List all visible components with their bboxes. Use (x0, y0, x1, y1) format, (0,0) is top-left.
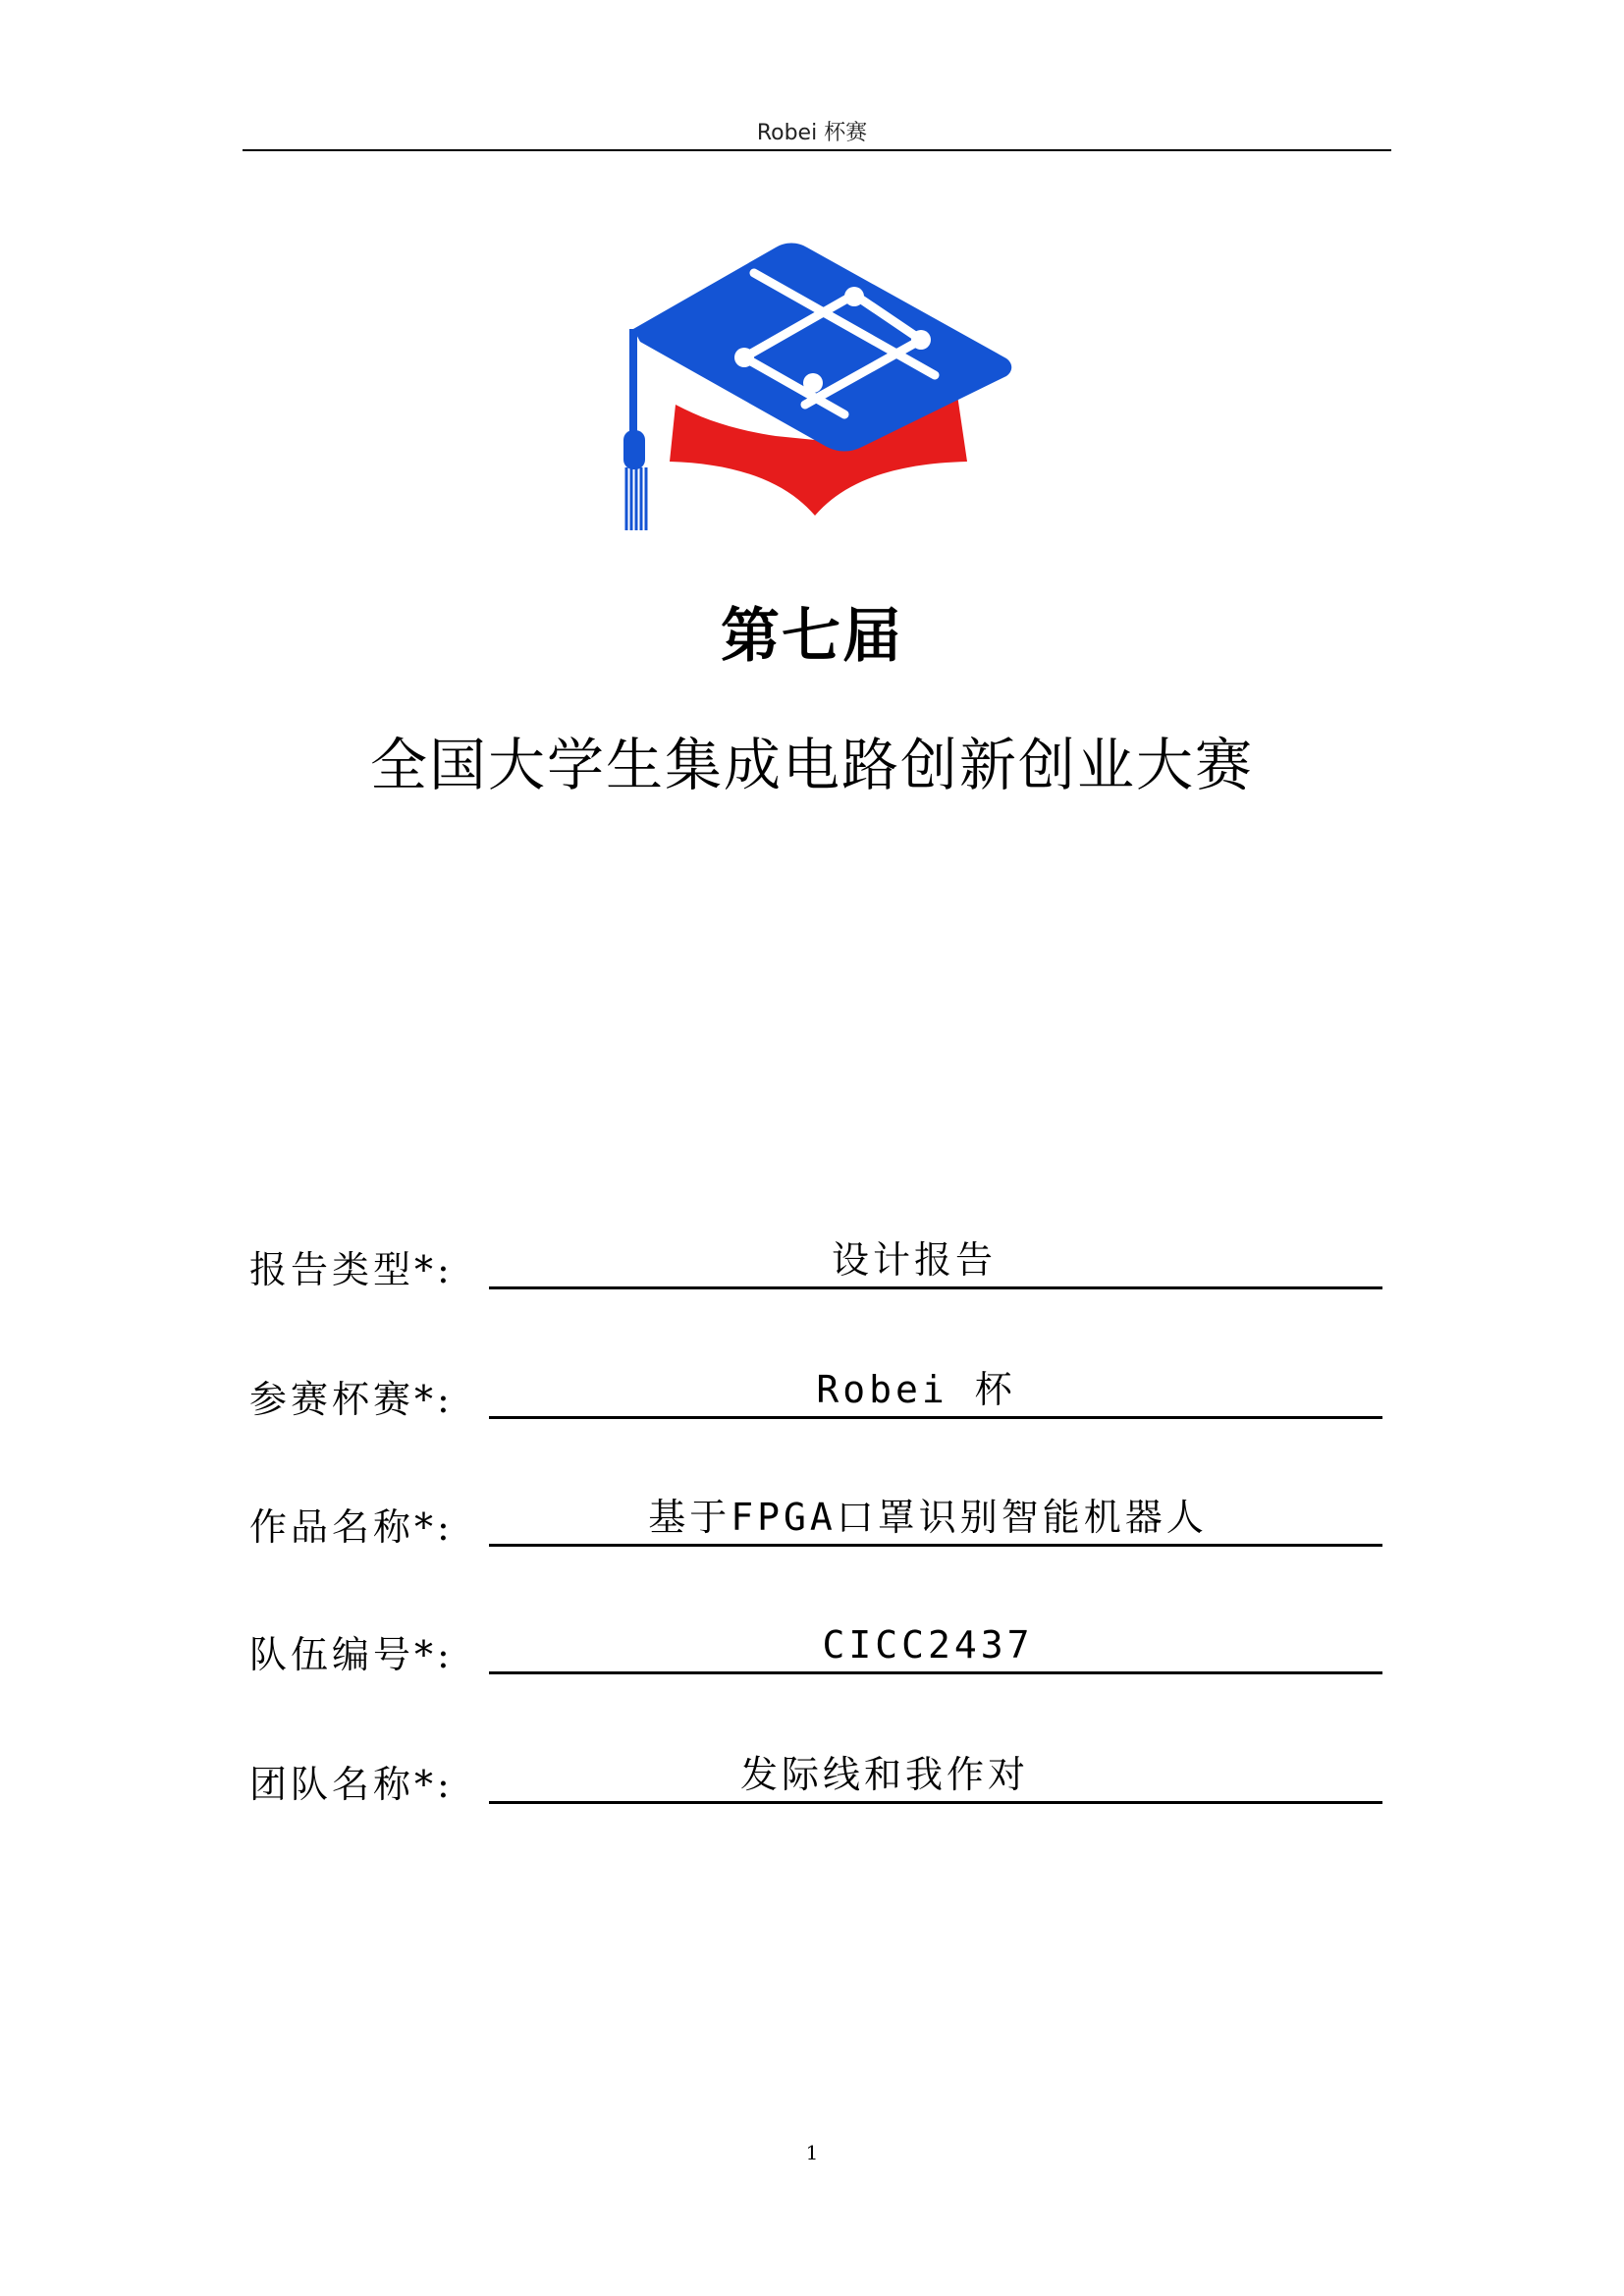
team-name-text: 发际线和我作对 (739, 1753, 1029, 1796)
field-value-team-name (489, 1748, 1382, 1804)
report-type-text: 设计报告 (831, 1238, 997, 1282)
header-divider (243, 149, 1391, 151)
field-label-report-type: 报告类型*: (249, 1248, 454, 1291)
page-header-text: Robei 杯赛 (756, 121, 868, 145)
field-label-work-name: 作品名称*: (249, 1505, 454, 1549)
page-number: 1 (805, 2141, 819, 2164)
title-edition: 第七届 (721, 602, 903, 671)
field-value-work-name (489, 1491, 1382, 1547)
field-value-report-type (489, 1233, 1382, 1289)
field-value-team-number (489, 1618, 1382, 1674)
field-label-team-number: 队伍编号*: (249, 1633, 454, 1676)
field-label-cup: 参赛杯赛*: (249, 1378, 454, 1421)
work-name-text: 基于FPGA口罩识别智能机器人 (648, 1496, 1208, 1539)
title-competition-name: 全国大学生集成电路创新创业大赛 (369, 732, 1254, 798)
field-value-cup (489, 1363, 1382, 1419)
team-number-text: CICC2437 (822, 1623, 1034, 1667)
cup-text: Robei 杯 (816, 1368, 1016, 1411)
field-label-team-name: 团队名称*: (249, 1763, 454, 1806)
graduation-cap-logo (619, 236, 1021, 540)
